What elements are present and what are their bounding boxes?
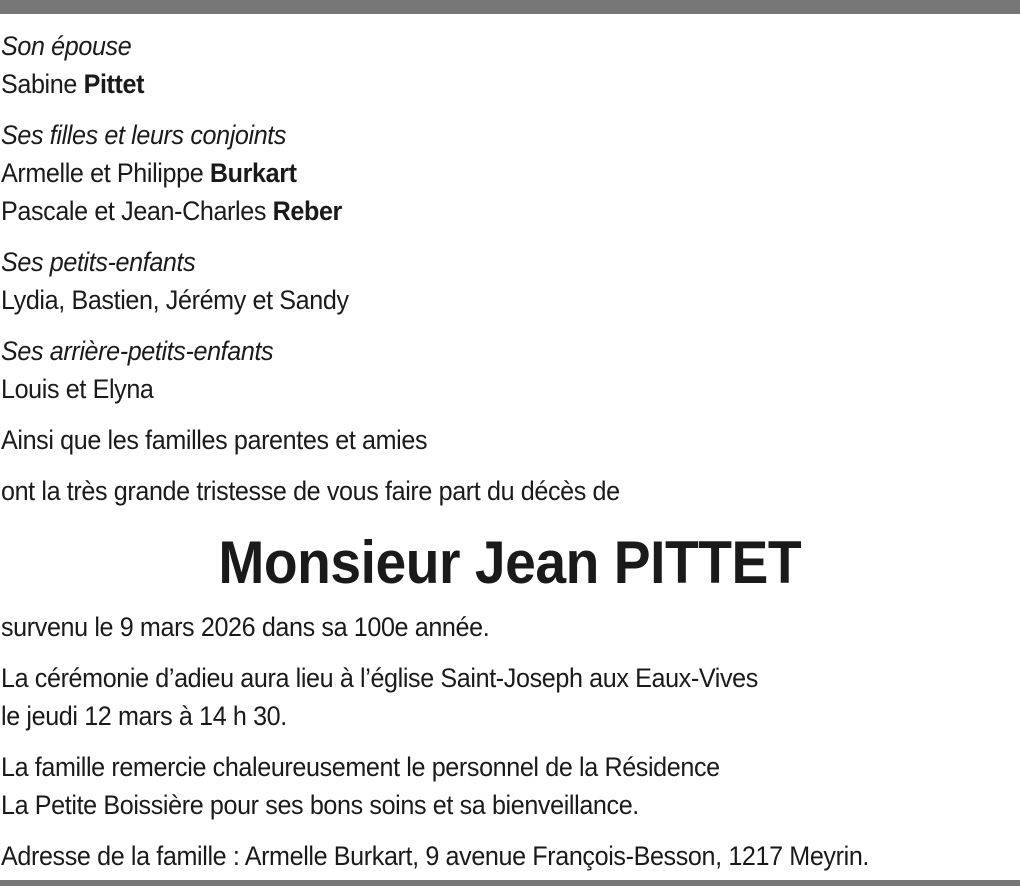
thanks-line: La famille remercie chaleureusement le personnel de la Résidence [1, 752, 720, 782]
grandchildren-section [1, 243, 1019, 319]
spouse-heading: Son épouse [1, 31, 132, 61]
bottom-rule [0, 880, 1020, 886]
ceremony-line: La cérémonie d’adieu aura lieu à l’église Saint-Joseph aux Eaux-Vives [1, 663, 758, 693]
last-name: Reber [272, 196, 342, 226]
deceased-name-block [1, 531, 1019, 595]
top-rule [0, 0, 1020, 14]
deceased-name: Monsieur Jean PITTET [218, 529, 802, 596]
daughter-couple [1, 154, 948, 192]
greatgrandchildren-section [1, 332, 1019, 408]
daughters-section [1, 116, 1019, 230]
ceremony-section [1, 659, 1019, 735]
ceremony-line: le jeudi 12 mars à 14 h 30. [1, 701, 287, 731]
obituary-notice [1, 27, 1019, 875]
grandchildren-names: Lydia, Bastien, Jérémy et Sandy [1, 285, 349, 315]
first-name: Sabine [1, 69, 84, 99]
spouse-name [1, 65, 948, 103]
greatgrandchildren-heading: Ses arrière-petits-enfants [1, 336, 274, 366]
grandchildren-heading: Ses petits-enfants [1, 247, 196, 277]
last-name: Burkart [209, 158, 297, 188]
thanks-line: La Petite Boissière pour ses bons soins et sa bienveillance. [1, 790, 639, 820]
spouse-section [1, 27, 1019, 103]
first-names: Armelle et Philippe [1, 158, 210, 188]
family-address: Adresse de la famille : Armelle Burkart, 9 avenue François-Besson, 1217 Meyrin. [1, 841, 870, 871]
daughters-heading: Ses filles et leurs conjoints [1, 120, 287, 150]
last-name: Pittet [83, 69, 145, 99]
other-families: Ainsi que les familles parentes et amies [1, 425, 428, 455]
first-names: Pascale et Jean-Charles [1, 196, 273, 226]
greatgrandchildren-names: Louis et Elyna [1, 374, 154, 404]
announcement-text: ont la très grande tristesse de vous faire part du décès de [1, 476, 620, 506]
death-info: survenu le 9 mars 2026 dans sa 100e année. [1, 612, 490, 642]
daughter-couple [1, 192, 948, 230]
thanks-section [1, 748, 1019, 824]
